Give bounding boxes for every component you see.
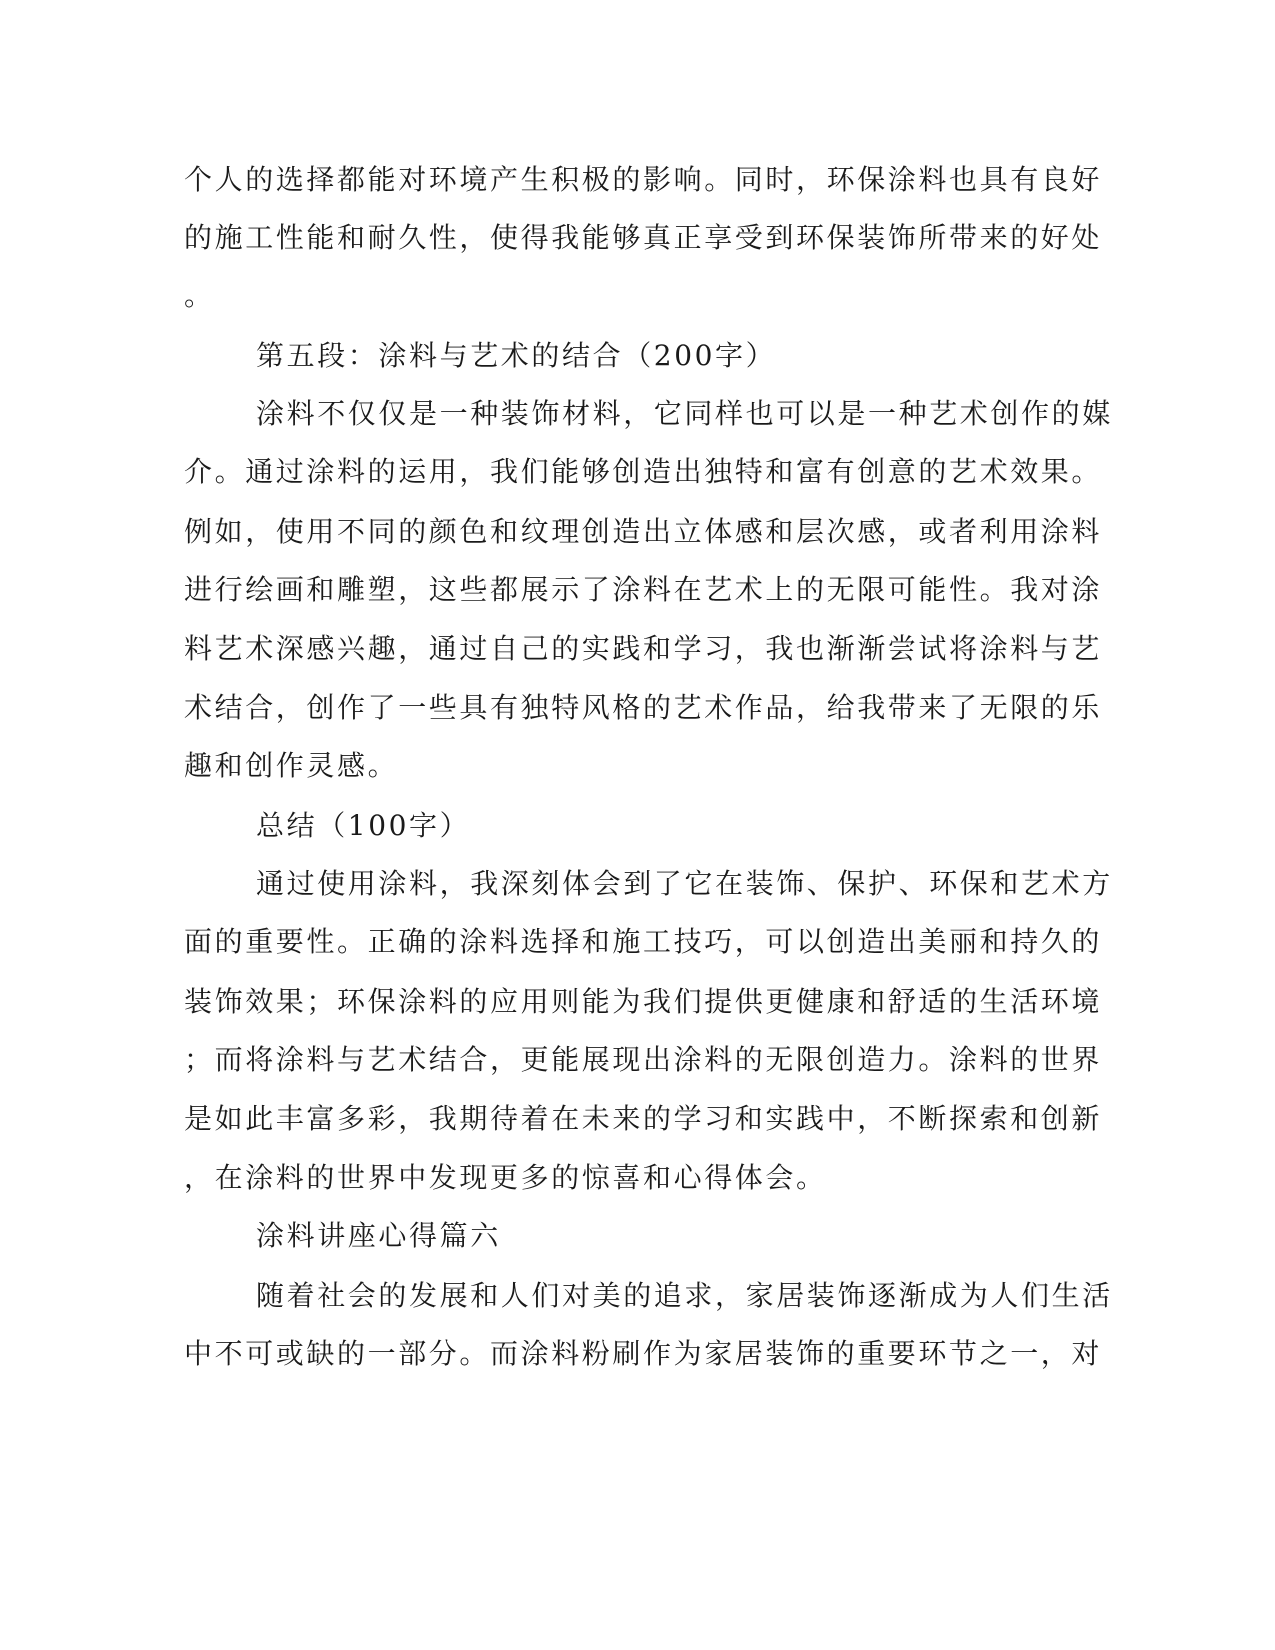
body-text-line: 是如此丰富多彩，我期待着在未来的学习和实践中，不断探索和创新 — [184, 1102, 1103, 1135]
body-text-line: 中不可或缺的一部分。而涂料粉刷作为家居装饰的重要环节之一，对 — [184, 1337, 1103, 1370]
body-text-line: 涂料不仅仅是一种装饰材料，它同样也可以是一种艺术创作的媒 — [256, 397, 1113, 430]
body-text-line: ；而将涂料与艺术结合，更能展现出涂料的无限创造力。涂料的世界 — [184, 1043, 1103, 1076]
body-text-line: 进行绘画和雕塑，这些都展示了涂料在艺术上的无限可能性。我对涂 — [184, 573, 1103, 606]
section-heading: 涂料讲座心得篇六 — [256, 1219, 501, 1252]
body-text-line: 面的重要性。正确的涂料选择和施工技巧，可以创造出美丽和持久的 — [184, 925, 1103, 958]
section-heading: 总结（100字） — [256, 809, 471, 842]
body-text-line: ，在涂料的世界中发现更多的惊喜和心得体会。 — [184, 1161, 827, 1194]
section-heading: 第五段：涂料与艺术的结合（200字） — [256, 339, 777, 372]
body-text-line: 例如，使用不同的颜色和纹理创造出立体感和层次感，或者利用涂料 — [184, 515, 1103, 548]
body-text-line: 个人的选择都能对环境产生积极的影响。同时，环保涂料也具有良好 — [184, 163, 1103, 196]
body-text-line: 的施工性能和耐久性，使得我能够真正享受到环保装饰所带来的好处 — [184, 221, 1103, 254]
body-text-line: 介。通过涂料的运用，我们能够创造出独特和富有创意的艺术效果。 — [184, 455, 1103, 488]
body-text-line: 趣和创作灵感。 — [184, 749, 399, 782]
body-text-line: 料艺术深感兴趣，通过自己的实践和学习，我也渐渐尝试将涂料与艺 — [184, 632, 1103, 665]
body-text-line: 通过使用涂料，我深刻体会到了它在装饰、保护、环保和艺术方 — [256, 867, 1113, 900]
body-text-line: 术结合，创作了一些具有独特风格的艺术作品，给我带来了无限的乐 — [184, 691, 1103, 724]
body-text-line: 。 — [184, 279, 215, 312]
body-text-line: 装饰效果；环保涂料的应用则能为我们提供更健康和舒适的生活环境 — [184, 985, 1103, 1018]
body-text-line: 随着社会的发展和人们对美的追求，家居装饰逐渐成为人们生活 — [256, 1279, 1113, 1312]
